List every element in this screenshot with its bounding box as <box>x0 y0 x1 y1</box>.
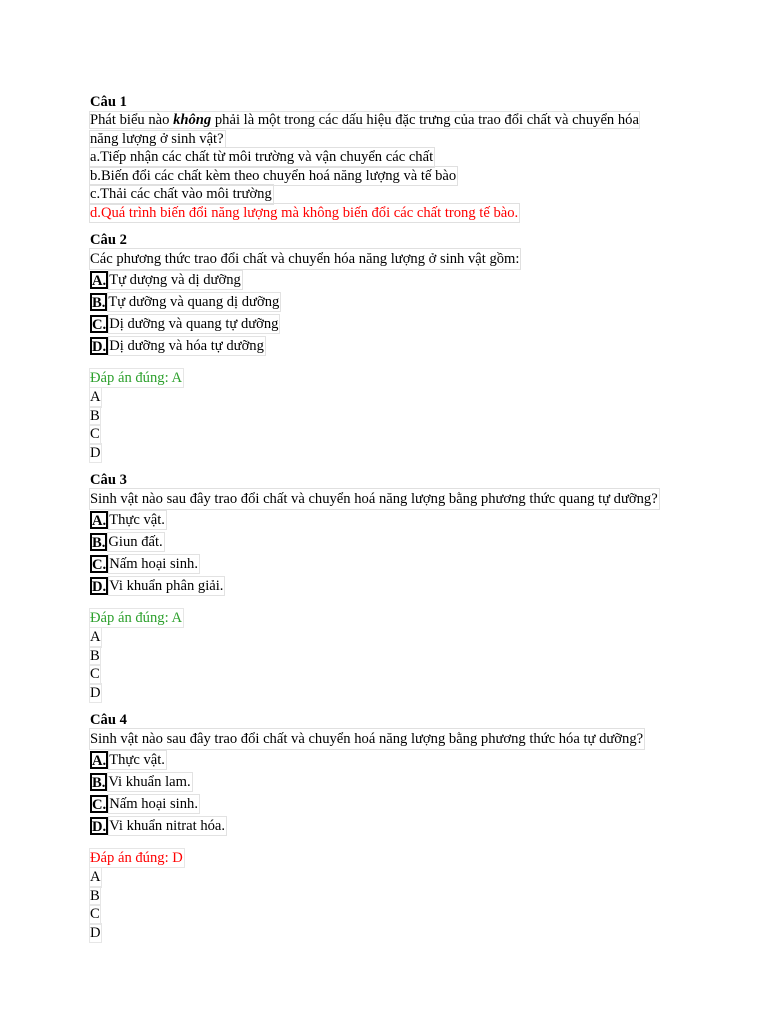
question-1-stem-after: phải là một trong các dấu hiệu đặc trưng của trao đổi chất và chuyển hóa năng lượng ở sinh vật? <box>90 112 639 147</box>
option-text: Giun đất. <box>108 534 163 550</box>
option-text: Dị dưỡng và hóa tự dưỡng <box>109 338 264 354</box>
option-letter: C. <box>92 557 107 573</box>
option-text: Dị dưỡng và quang tự dưỡng <box>109 316 279 332</box>
question-2-option-b[interactable] <box>90 291 690 313</box>
question-4-answer: Đáp án đúng: D <box>90 850 183 866</box>
question-1-stem-keyword: không <box>173 112 212 128</box>
question-1-title: Câu 1 <box>90 94 127 110</box>
option-text: Tự dưỡng và quang dị dưỡng <box>108 294 280 310</box>
question-3-option-d[interactable] <box>90 575 690 597</box>
option-text: Thực vật. <box>109 752 165 768</box>
option-letter: A. <box>92 513 107 529</box>
question-1-option-b: b.Biến đổi các chất kèm theo chuyển hoá năng lượng và tế bào <box>90 167 457 184</box>
question-4-option-a[interactable] <box>90 749 690 771</box>
question-2-option-d[interactable] <box>90 335 690 357</box>
option-letter: D. <box>92 579 107 595</box>
option-text: Vi khuẩn phân giải. <box>109 578 224 594</box>
option-letter: A. <box>92 273 107 289</box>
option-letter: B. <box>92 775 106 791</box>
question-4-choice-a: A <box>90 869 101 885</box>
option-letter: D. <box>92 819 107 835</box>
question-1-option-c: c.Thải các chất vào môi trường <box>90 186 272 202</box>
option-text: Thực vật. <box>109 512 165 528</box>
option-letter: C. <box>92 797 107 813</box>
question-2-option-c[interactable] <box>90 313 690 335</box>
question-4-choice-c: C <box>90 906 100 922</box>
question-4-option-d[interactable] <box>90 815 690 837</box>
question-1-option-d: d.Quá trình biến đổi năng lượng mà không biến đổi các chất trong tế bào. <box>90 204 519 221</box>
option-text: Tự dượng và dị dưỡng <box>109 272 241 288</box>
question-4-option-b[interactable] <box>90 771 690 793</box>
option-letter: B. <box>92 535 106 551</box>
option-letter: C. <box>92 317 107 333</box>
option-text: Nấm hoại sinh. <box>109 796 198 812</box>
question-1-stem <box>90 111 665 148</box>
question-2-option-a[interactable] <box>90 269 690 291</box>
question-4-stem: Sinh vật nào sau đây trao đổi chất và chuyển hoá năng lượng bằng phương thức hóa tự dưỡng? <box>90 731 644 747</box>
question-2-stem: Các phương thức trao đổi chất và chuyển hóa năng lượng ở sinh vật gồm: <box>90 251 520 267</box>
question-4-title: Câu 4 <box>90 712 127 728</box>
option-letter: A. <box>92 753 107 769</box>
question-3-title: Câu 3 <box>90 472 127 488</box>
option-letter: D. <box>92 339 107 355</box>
question-3-option-b[interactable] <box>90 531 690 553</box>
question-2-choice-c: C <box>90 426 100 442</box>
question-2-choice-b: B <box>90 407 100 424</box>
option-text: Vi khuẩn nitrat hóa. <box>109 818 226 834</box>
option-letter: B. <box>92 295 106 311</box>
question-1-option-a: a.Tiếp nhận các chất từ môi trường và vận chuyển các chất <box>90 149 434 165</box>
option-text: Vi khuẩn lam. <box>108 774 191 790</box>
question-4-choice-b: B <box>90 887 100 904</box>
question-3-choice-b: B <box>90 647 100 664</box>
question-3-answer: Đáp án đúng: A <box>90 610 183 626</box>
question-3-choice-a: A <box>90 629 101 645</box>
question-2-choice-d: D <box>90 444 101 461</box>
question-3-stem: Sinh vật nào sau đây trao đổi chất và chuyển hoá năng lượng bằng phương thức quang tự dưỡng? <box>90 491 658 507</box>
question-4-option-c[interactable] <box>90 793 690 815</box>
document-page <box>90 94 690 942</box>
question-3-choice-d: D <box>90 684 101 701</box>
question-2-title: Câu 2 <box>90 232 127 248</box>
question-3-option-a[interactable] <box>90 509 690 531</box>
question-2-choice-a: A <box>90 389 101 405</box>
question-3-choice-c: C <box>90 666 100 682</box>
question-4-choice-d: D <box>90 924 101 941</box>
question-3-option-c[interactable] <box>90 553 690 575</box>
option-text: Nấm hoại sinh. <box>109 556 198 572</box>
question-1-stem-before: Phát biểu nào <box>90 112 174 128</box>
question-2-answer: Đáp án đúng: A <box>90 370 183 386</box>
